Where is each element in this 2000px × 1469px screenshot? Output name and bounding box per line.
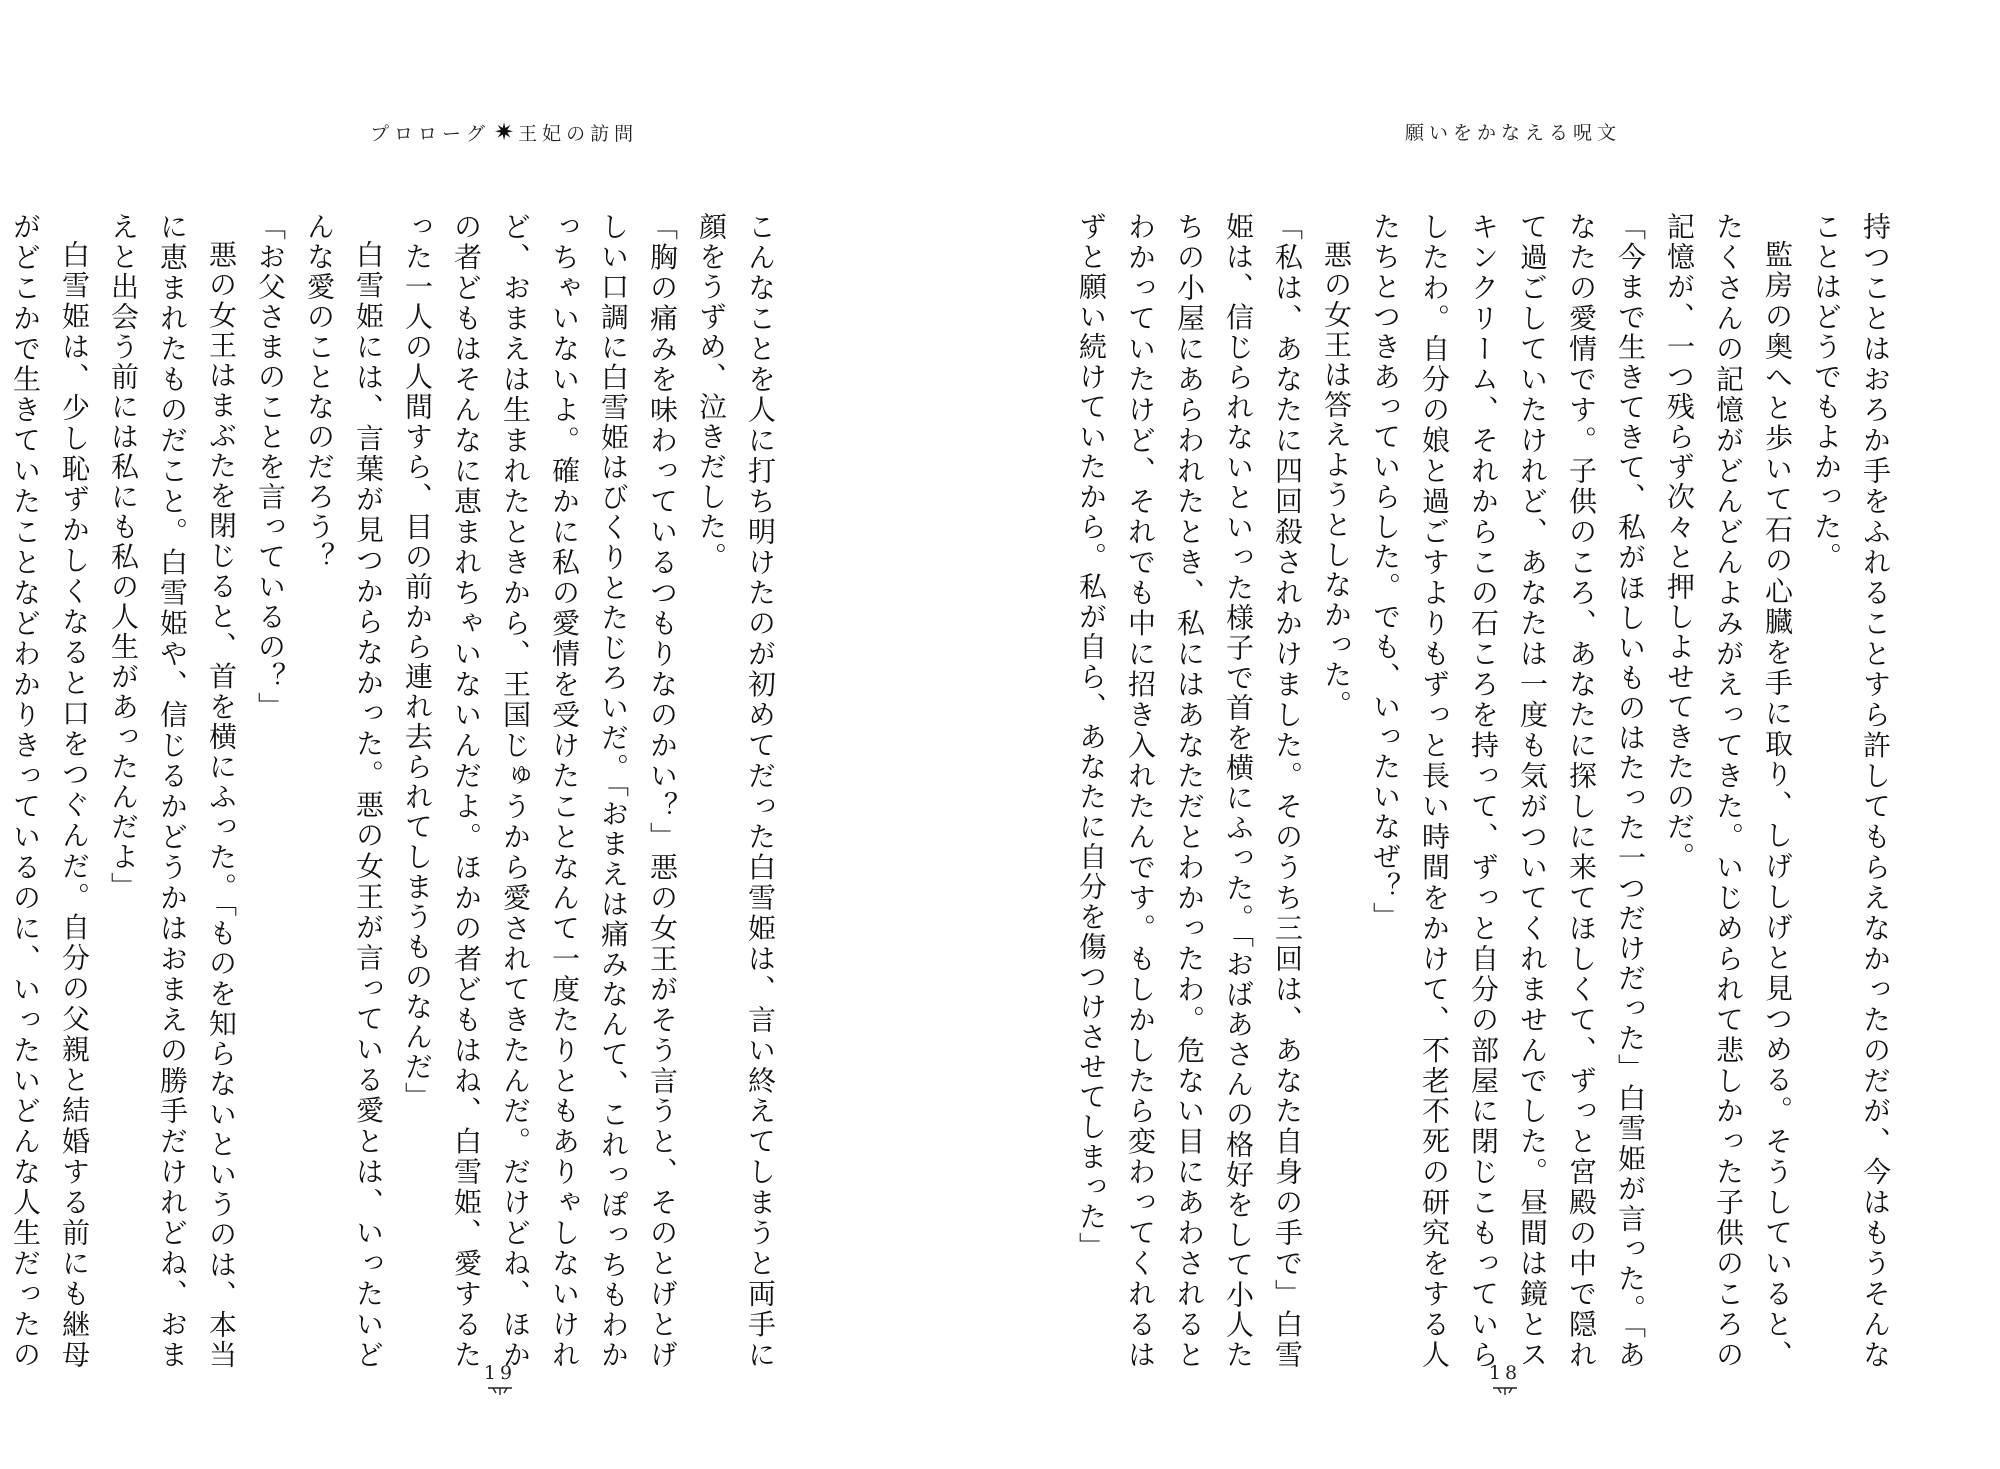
chapter-title: 願いをかなえる呪文 — [1405, 122, 1622, 144]
running-header-left — [370, 118, 638, 146]
paragraph: 持つことはおろか手をふれることすら許してもらえなかったのだが、今はもうそんなことはどうでもよかった。 — [1810, 212, 1892, 1370]
folio-ornament-icon — [487, 1386, 513, 1396]
paragraph: 悪の女王は答えようとしなかった。 — [1320, 240, 1353, 720]
paragraph: 白雪姫には、言葉が見つからなかった。悪の女王が言っている愛とは、いったいどんな愛のことなのだろう？ — [303, 212, 385, 1370]
body-text-right — [1075, 212, 1900, 1371]
running-header-right — [1405, 118, 1621, 145]
star-separator-icon: ✷ — [494, 118, 515, 146]
paragraph: 監房の奥へと歩いて石の心臓を手に取り、しげしげと見つめる。そうしていると、たくさんの記憶がどんどんよみがえってきた。いじめられて悲しかった子供のころの記憶が、一つ残らず次々と押しよせてきたのだ。 — [1663, 212, 1794, 1370]
body-text-left — [9, 212, 785, 1370]
paragraph: 「私は、あなたに四回殺されかけました。そのうち三回は、あなた自身の手で」白雪姫は、信じられないといった様子で首を横にふった。「おばあさんの格好をして小人たちの小屋にあらわれたとき、私にはあなただとわかったわ。危ない目にあわされるとわかっていたけど、それでも中に招き入れたんです。もしかしたら変わってくれるはずと願い続けていたから。私が自ら、あなたに自分を傷つけさせてしまった」 — [1075, 212, 1304, 1371]
chapter-label: プロローグ — [370, 123, 491, 145]
paragraph: 悪の女王はまぶたを閉じると、首を横にふった。「ものを知らないというのは、本当に恵まれたものだこと。白雪姫や、信じるかどうかはおまえの勝手だけれどね、おまえと出会う前には私にも私の人生があったんだよ」 — [107, 212, 238, 1370]
chapter-title: 王妃の訪問 — [518, 123, 639, 145]
folio-ornament-icon — [1492, 1386, 1518, 1396]
paragraph: 白雪姫は、少し恥ずかしくなると口をつぐんだ。自分の父親と結婚する前にも継母がどこかで生きていたことなどわかりきっているのに、いったいどんな人生だったの — [9, 212, 91, 1370]
page-number-right — [1475, 1362, 1535, 1396]
paragraph: こんなことを人に打ち明けたのが初めてだった白雪姫は、言い終えてしまうと両手に顔をうずめ、泣きだした。 — [695, 212, 777, 1370]
page-number: 19 — [483, 1362, 517, 1384]
paragraph: 「胸の痛みを味わっているつもりなのかい？」悪の女王がそう言うと、そのとげとげしい口調に白雪姫はびくりとたじろいだ。「おまえは痛みなんて、これっぽっちもわかっちゃいないよ。確かに私の愛情を受けたことなんて一度たりともありゃしないけれど、おまえは生まれたときから、王国じゅうから愛されてきたんだ。だけどね、ほかの者どもはそんなに恵まれちゃいないんだよ。ほかの者どもはね、白雪姫、愛するたった一人の人間すら、目の前から連れ去られてしまうものなんだ」 — [401, 212, 679, 1370]
right-page — [1000, 0, 2000, 1469]
paragraph: 「今まで生きてきて、私がほしいものはたった一つだけだった」白雪姫が言った。「あなたの愛情です。子供のころ、あなたに探しに来てほしくて、ずっと宮殿の中で隠れて過ごしていたけれど、あなたは一度も気がついてくれませんでした。昼間は鏡とスキンクリーム、それからこの石ころを持って、ずっと自分の部屋に閉じこもっていらしたわ。自分の娘と過ごすよりもずっと長い時間をかけて、不老不死の研究をする人たちとつきあっていらした。でも、いったいなぜ？」 — [1369, 212, 1647, 1370]
paragraph: 「お父さまのことを言っているの？」 — [254, 212, 287, 722]
page-number-left — [470, 1362, 530, 1396]
page-number: 18 — [1488, 1362, 1522, 1384]
